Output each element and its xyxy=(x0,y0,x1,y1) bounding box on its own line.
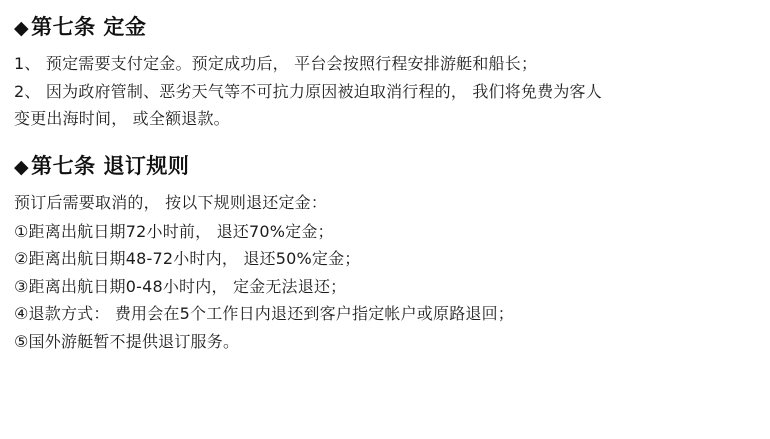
section-deposit-title: 第七条 定金 xyxy=(31,15,147,39)
section-refund-title: 第七条 退订规则 xyxy=(31,153,190,178)
refund-item-5: ⑤国外游艇暂不提供退订服务。 xyxy=(14,331,240,351)
diamond-bullet-icon: ◆ xyxy=(14,155,30,178)
section-refund-body xyxy=(14,189,756,355)
section-deposit xyxy=(14,12,756,133)
section-deposit-body xyxy=(14,50,756,133)
deposit-clause-2: 2、 因为政府管制、恶劣天气等不可抗力原因被迫取消行程的， 我们将免费为客人 xyxy=(14,81,602,101)
section-refund-heading xyxy=(14,153,756,179)
refund-item-2: ②距离出航日期48-72小时内， 退还50%定金； xyxy=(14,249,361,269)
refund-item-4: ④退款方式： 费用会在5个工作日内退还到客户指定帐户或原路退回； xyxy=(14,304,515,324)
section-deposit-heading xyxy=(14,14,756,40)
refund-intro: 预订后需要取消的， 按以下规则退还定金： xyxy=(14,193,328,213)
section-gap xyxy=(14,135,756,153)
diamond-bullet-icon: ◆ xyxy=(14,17,30,39)
deposit-clause-1: 1、 预定需要支付定金。预定成功后， 平台会按照行程安排游艇和船长； xyxy=(14,54,538,74)
refund-item-3: ③距离出航日期0-48小时内， 定金无法退还； xyxy=(14,276,347,296)
deposit-clause-2-cont: 变更出海时间， 或全额退款。 xyxy=(14,109,230,129)
refund-item-1: ①距离出航日期72小时前， 退还70%定金； xyxy=(14,221,334,241)
section-refund-rules xyxy=(14,153,756,355)
